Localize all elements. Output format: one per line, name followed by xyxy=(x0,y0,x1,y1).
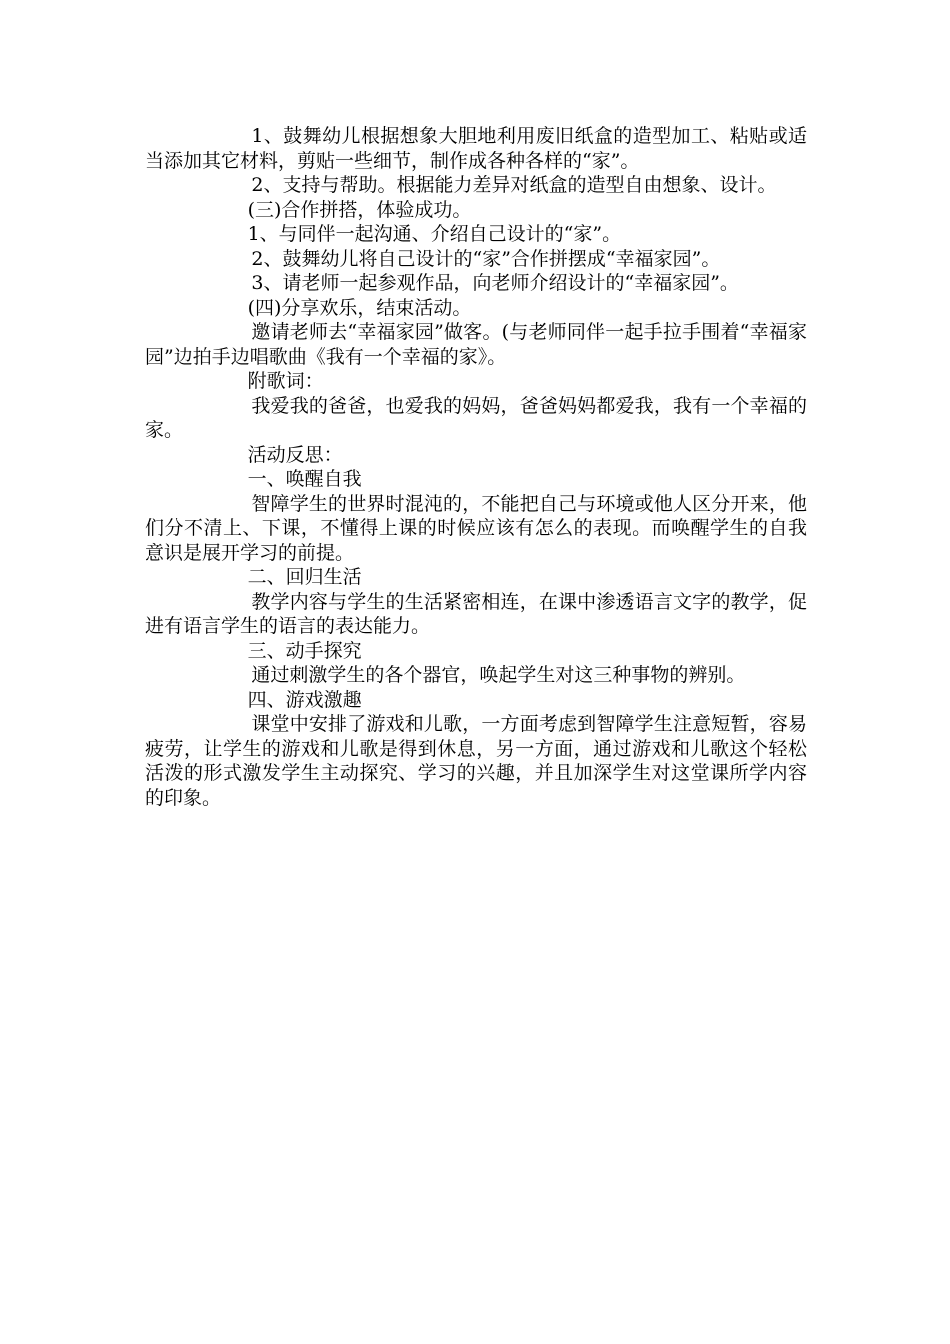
section-heading: 活动反思： xyxy=(247,443,343,466)
paragraph: 教学内容与学生的生活紧密相连，在课中渗透语言文字的教学，促进有语言学生的语言的表达能力。 xyxy=(145,590,807,637)
section-heading: (三)合作拼搭，体验成功。 xyxy=(247,198,472,221)
section-heading: 二、回归生活 xyxy=(247,566,362,588)
paragraph: 2、支持与帮助。根据能力差异对纸盒的造型自由想象、设计。 xyxy=(251,174,777,196)
paragraph: 1、鼓舞幼儿根据想象大胆地利用废旧纸盒的造型加工、粘贴或适当添加其它材料，剪贴一些细节，制作成各种各样的“家”。 xyxy=(145,125,807,172)
paragraph: 附歌词： xyxy=(247,370,324,392)
paragraph: 2、鼓舞幼儿将自己设计的“家”合作拼摆成“幸福家园”。 xyxy=(251,247,721,270)
paragraph: 我爱我的爸爸，也爱我的妈妈，爸爸妈妈都爱我，我有一个幸福的家。 xyxy=(145,394,807,441)
section-heading: 一、唤醒自我 xyxy=(247,468,362,490)
paragraph: 1、与同伴一起沟通、介绍自己设计的“家”。 xyxy=(247,223,622,245)
paragraph: 通过刺激学生的各个器官，唤起学生对这三种事物的辨别。 xyxy=(251,664,746,686)
paragraph: 课堂中安排了游戏和儿歌，一方面考虑到智障学生注意短暂，容易疲劳，让学生的游戏和儿歌是得到休息，另一方面，通过游戏和儿歌这个轻松活泼的形式激发学生主动探究、学习的兴趣，并且加深学生对这堂课所学内容的印象。 xyxy=(145,713,807,809)
section-heading: 四、游戏激趣 xyxy=(247,688,362,711)
paragraph: 智障学生的世界时混沌的，不能把自己与环境或他人区分开来，他们分不清上、下课，不懂得上课的时候应该有怎么的表现。而唤醒学生的自我意识是展开学习的前提。 xyxy=(145,492,807,564)
section-heading: 三、动手探究 xyxy=(247,639,362,662)
document-body xyxy=(145,124,807,810)
paragraph: 3、请老师一起参观作品，向老师介绍设计的“幸福家园”。 xyxy=(251,272,739,294)
paragraph: 邀请老师去“幸福家园”做客。(与老师同伴一起手拉手围着“幸福家园”边拍手边唱歌曲《我有一个幸福的家》。 xyxy=(145,321,807,368)
section-heading: (四)分享欢乐，结束活动。 xyxy=(247,296,472,319)
